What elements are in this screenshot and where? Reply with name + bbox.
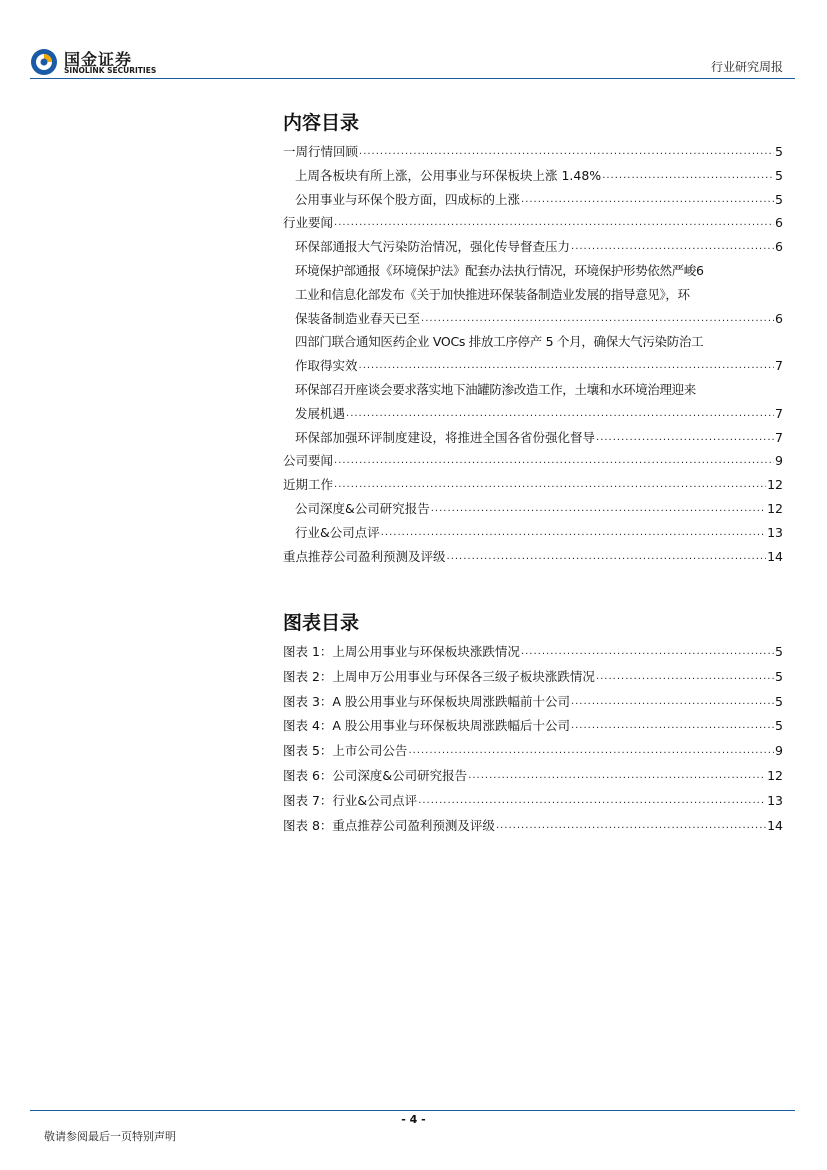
toc-entry-page: 7	[775, 405, 783, 421]
figure-entry-text: 图表 8：重点推荐公司盈利预测及评级	[283, 817, 495, 833]
toc-entry-page: 7	[775, 358, 783, 374]
toc-entry[interactable]	[283, 211, 783, 235]
toc-entry-text-cont: 发展机遇	[295, 405, 346, 421]
toc-entry-page: 12	[767, 477, 783, 493]
toc-entry-line1[interactable]	[283, 283, 783, 307]
toc-entry-text: 公用事业与环保个股方面，四成标的上涨	[295, 191, 521, 207]
figures-title: 图表目录	[283, 612, 360, 634]
page-header	[0, 0, 827, 80]
toc-entry-text: 一周行情回顾	[283, 144, 359, 159]
toc-entry-text: 上周各板块有所上涨，公用事业与环保板块上涨 1.48%	[295, 167, 602, 183]
toc-entry-page: 5	[775, 191, 783, 207]
figure-entry-text: 图表 2：上周申万公用事业与环保各三级子板块涨跌情况	[283, 668, 595, 684]
leader-dots	[521, 640, 774, 665]
figure-entry-page: 5	[775, 644, 783, 659]
toc-entry-text: 行业&公司点评	[295, 524, 380, 540]
toc-entry[interactable]	[283, 259, 783, 283]
toc-entry-text-cont: 作取得实效	[295, 358, 358, 374]
figure-entry[interactable]	[283, 665, 783, 690]
figure-entry[interactable]	[283, 690, 783, 715]
toc-entry-text: 四部门联合通知医药企业 VOCs 排放工序停产 5 个月，确保大气污染防治工	[295, 334, 704, 350]
header-divider	[30, 78, 795, 79]
figure-entry-text: 图表 6：公司深度&公司研究报告	[283, 767, 468, 783]
figure-entry[interactable]	[283, 789, 783, 814]
figure-entry-text: 图表 3：A 股公用事业与环保板块周涨跌幅前十公司	[283, 693, 570, 709]
toc-entry-page: 6	[695, 262, 704, 278]
toc-entry-page: 6	[775, 239, 783, 255]
leader-dots	[421, 307, 774, 331]
toc-entry[interactable]	[283, 164, 783, 188]
toc-entry-page: 14	[767, 548, 783, 564]
toc-entry-text: 公司要闻	[283, 453, 334, 469]
leader-dots	[359, 354, 775, 378]
figure-entry[interactable]	[283, 714, 783, 739]
leader-dots	[359, 140, 774, 164]
leader-dots	[496, 814, 766, 839]
toc-entry[interactable]	[283, 497, 783, 521]
leader-dots	[447, 545, 767, 569]
toc-entry-page: 13	[767, 524, 783, 540]
leader-dots	[571, 235, 774, 259]
toc-entry-page: 9	[775, 453, 783, 469]
figure-entry-page: 14	[767, 817, 783, 833]
toc-entry-text: 重点推荐公司盈利预测及评级	[283, 548, 446, 564]
leader-dots	[521, 188, 774, 212]
toc-entry-page: 6	[775, 215, 783, 231]
toc-entry[interactable]	[283, 545, 783, 569]
figure-entry-page: 13	[767, 792, 783, 808]
footer-divider	[30, 1110, 795, 1111]
leader-dots	[571, 690, 774, 715]
leader-dots	[596, 665, 774, 690]
toc-entry-text: 工业和信息化部发布《关于加快推进环保装备制造业发展的指导意见》，环	[295, 286, 690, 302]
leader-dots	[346, 402, 774, 426]
figure-entry-text: 图表 4：A 股公用事业与环保板块周涨跌幅后十公司	[283, 718, 570, 734]
toc-entry-page: 7	[775, 429, 783, 445]
figure-entry-page: 5	[775, 668, 783, 684]
toc-entry[interactable]	[283, 449, 783, 473]
toc-entry-text: 环保部通报大气污染防治情况，强化传导督查压力	[295, 239, 571, 255]
toc-entry-text: 环保部召开座谈会要求落实地下油罐防渗改造工作，土壤和水环境治理迎来	[295, 381, 696, 397]
toc-entry[interactable]	[283, 140, 783, 164]
figure-entry-text: 图表 1：上周公用事业与环保板块涨跌情况	[283, 644, 520, 659]
figure-entry-page: 5	[775, 718, 783, 734]
toc-entry-line2[interactable]	[283, 402, 783, 426]
leader-dots	[334, 211, 774, 235]
report-type-label: 行业研究周报	[710, 60, 783, 74]
toc-entry-text: 环境保护部通报《环境保护法》配套办法执行情况，环境保护形势依然严峻	[295, 262, 696, 278]
leader-dots	[334, 473, 766, 497]
figure-entry[interactable]	[283, 814, 783, 839]
leader-dots	[381, 521, 766, 545]
logo-chinese-name: 国金证券	[64, 50, 133, 69]
toc-list	[283, 140, 783, 568]
toc-entry-line2[interactable]	[283, 354, 783, 378]
leader-dots	[418, 789, 766, 814]
leader-dots	[596, 426, 774, 450]
toc-entry-text: 行业要闻	[283, 215, 334, 231]
toc-entry[interactable]	[283, 188, 783, 212]
toc-entry-text: 环保部加强环评制度建设，将推进全国各省份强化督导	[295, 429, 596, 445]
leader-dots	[408, 739, 774, 764]
toc-entry[interactable]	[283, 473, 783, 497]
figure-entry-page: 9	[775, 743, 783, 759]
figure-entry-text: 图表 5：上市公司公告	[283, 743, 408, 759]
toc-entry-text-cont: 保装备制造业春天已至	[295, 310, 421, 326]
logo-english-name: SINOLINK SECURITIES	[64, 66, 157, 75]
disclaimer-note: 敬请参阅最后一页特别声明	[44, 1130, 176, 1143]
figure-entry[interactable]	[283, 764, 783, 789]
leader-dots	[468, 764, 766, 789]
figure-entry[interactable]	[283, 640, 783, 665]
leader-dots	[571, 714, 774, 739]
figures-list	[283, 640, 783, 838]
figure-entry-page: 5	[775, 693, 783, 709]
toc-entry-page: 5	[775, 167, 783, 183]
page-number: - 4 -	[401, 1113, 426, 1126]
leader-dots	[334, 449, 774, 473]
toc-entry[interactable]	[283, 521, 783, 545]
figure-entry[interactable]	[283, 739, 783, 764]
toc-entry-line2[interactable]	[283, 307, 783, 331]
sinolink-logo-icon	[30, 48, 58, 76]
leader-dots	[431, 497, 766, 521]
toc-entry[interactable]	[283, 426, 783, 450]
toc-entry-page: 6	[775, 310, 783, 326]
figure-entry-text: 图表 7：行业&公司点评	[283, 792, 418, 808]
toc-entry-text: 公司深度&公司研究报告	[295, 500, 430, 516]
toc-entry-page: 12	[767, 500, 783, 516]
figure-entry-page: 12	[767, 767, 783, 783]
toc-entry[interactable]	[283, 235, 783, 259]
toc-title: 内容目录	[283, 112, 360, 134]
toc-entry-page: 5	[775, 144, 783, 159]
leader-dots	[602, 164, 774, 188]
toc-entry-line1[interactable]	[283, 330, 783, 354]
toc-entry-line1[interactable]	[283, 378, 783, 402]
toc-entry-text: 近期工作	[283, 477, 334, 493]
company-logo	[30, 46, 160, 78]
